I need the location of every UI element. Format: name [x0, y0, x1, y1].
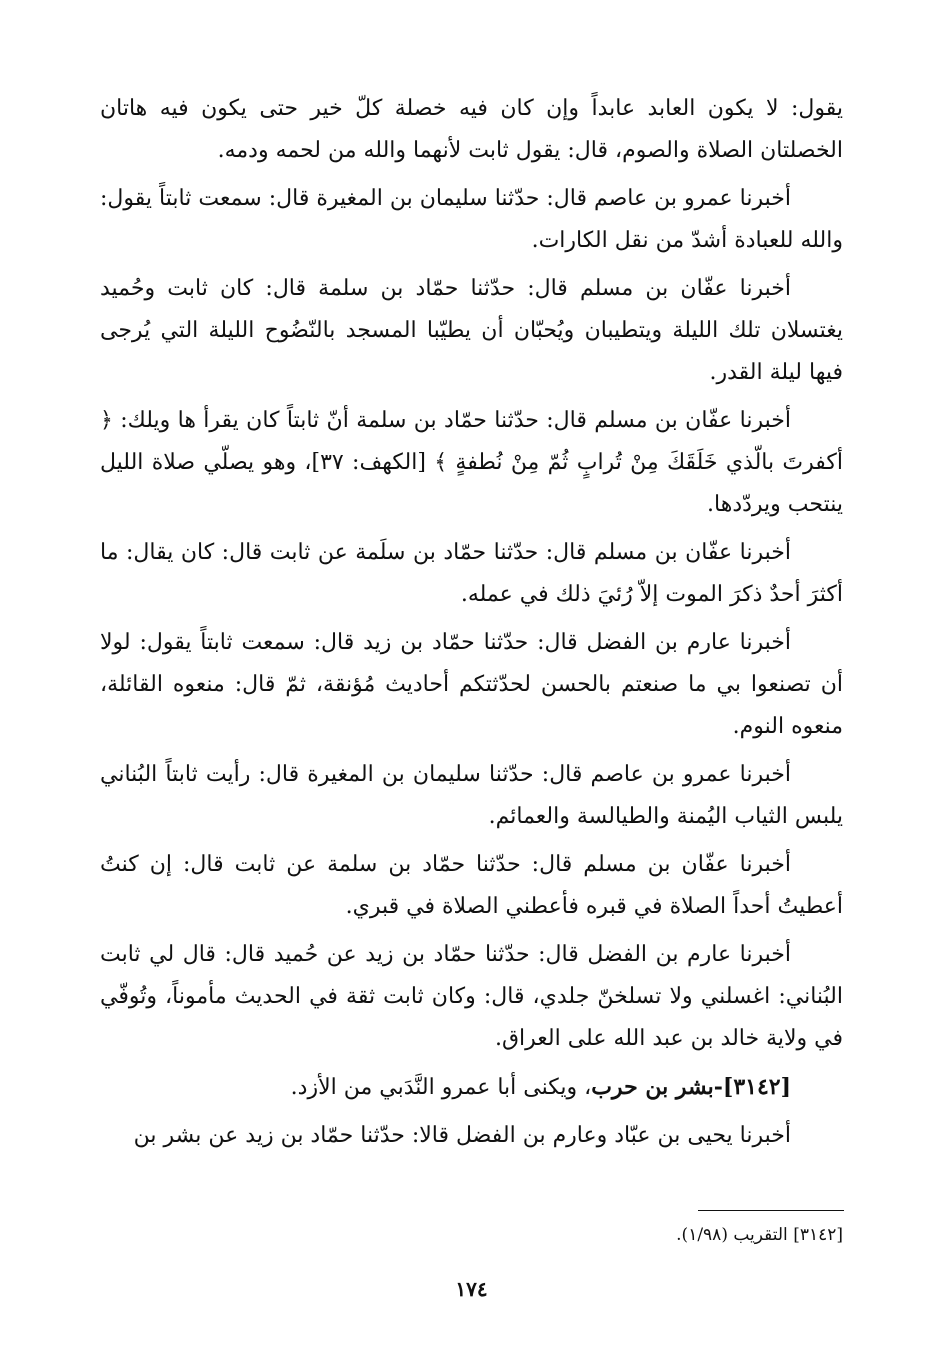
- paragraph-6: أخبرنا عارم بن الفضل قال: حدّثنا حمّاد بن زيد قال: سمعت ثابتاً يقول: لولا أن تصنعوا بي ما صنعتم بالحسن لحدّثتكم أحاديث مُؤنقة، ثمّ قال: منعوه القائلة، منعوه النوم.: [100, 630, 843, 739]
- entry-number: [٣١٤٢]: [722, 1074, 791, 1100]
- entry-name: بشر بن حرب: [591, 1074, 714, 1100]
- paragraph-9: أخبرنا عارم بن الفضل قال: حدّثنا حمّاد بن زيد عن حُميد قال: قال لي ثابت البُناني: اغسلني ولا تسلخنّ جلدي، قال: وكان ثابت ثقة في الحديث مأموناً، وتُوفّي في ولاية خالد بن عبد الله على العراق.: [100, 942, 843, 1051]
- paragraph-1: يقول: لا يكون العابد عابداً وإن كان فيه خصلة كلّ خير حتى يكون فيه هاتان الخصلتان الصلاة والصوم، قال: يقول ثابت لأنهما والله من لحمه ودمه.: [100, 96, 843, 163]
- page-number: ١٧٤: [455, 1277, 488, 1301]
- footnote-divider: [698, 1210, 844, 1211]
- entry-heading: [٣١٤٢]-بشر بن حرب، ويكنى أبا عمرو النَّدَبي من الأزد.: [290, 1074, 791, 1100]
- paragraph-3: أخبرنا عفّان بن مسلم قال: حدّثنا حمّاد بن سلمة قال: كان ثابت وحُميد يغتسلان تلك الليلة ويتطيبان ويُحبّان أن يطيّبا المسجد بالنّضُوح الليلة التي يُرجى فيها ليلة القدر.: [100, 276, 843, 385]
- paragraph-last: أخبرنا يحيى بن عبّاد وعارم بن الفضل قالا: حدّثنا حمّاد بن زيد عن بشر بن: [133, 1123, 791, 1148]
- footnote: [٣١٤٢] التقريب (١/٩٨).: [676, 1225, 843, 1245]
- paragraph-7: أخبرنا عمرو بن عاصم قال: حدّثنا سليمان بن المغيرة قال: رأيت ثابتاً البُناني يلبس الثياب اليُمنة والطيالسة والعمائم.: [100, 762, 843, 829]
- paragraph-4: أخبرنا عفّان بن مسلم قال: حدّثنا حمّاد بن سلمة أنّ ثابتاً كان يقرأ ها ويلك: ﴿ أكفرتَ بالّذي خَلَقَكَ مِنْ تُرابٍ ثُمّ مِنْ نُطفةٍ ﴾ [الكهف: ٣٧]، وهو يصلّي صلاة الليل ينتحب ويردّدها.: [100, 408, 843, 517]
- paragraph-2: أخبرنا عمرو بن عاصم قال: حدّثنا سليمان بن المغيرة قال: سمعت ثابتاً يقول: والله للعبادة أشدّ من نقل الكارات.: [100, 186, 843, 253]
- paragraph-8: أخبرنا عفّان بن مسلم قال: حدّثنا حمّاد بن سلمة عن ثابت قال: إن كنتُ أعطيتُ أحداً الصلاة في قبره فأعطني الصلاة في قبري.: [100, 852, 843, 919]
- paragraph-5: أخبرنا عفّان بن مسلم قال: حدّثنا حمّاد بن سلَمة عن ثابت قال: كان يقال: ما أكثرَ أحدٌ ذكرَ الموت إلاّ رُئيَ ذلك في عمله.: [100, 540, 843, 607]
- entry-description: ، ويكنى أبا عمرو النَّدَبي من الأزد.: [290, 1075, 592, 1100]
- body-text: [100, 88, 843, 1163]
